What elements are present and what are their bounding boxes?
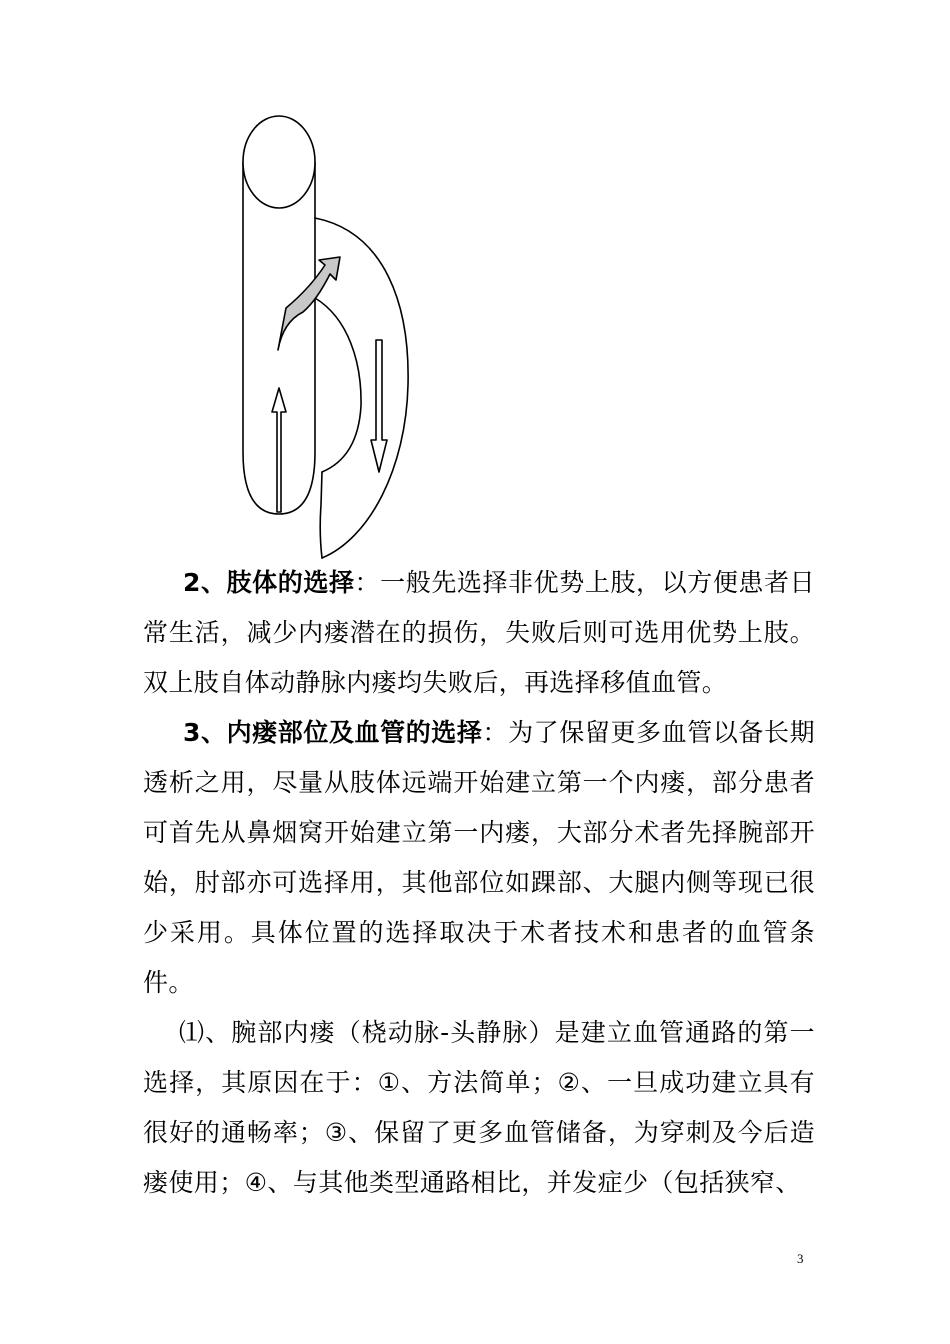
curved-flow-arrow xyxy=(278,257,340,350)
down-arrow xyxy=(371,340,387,472)
site-selection-body: ：为了保留更多血管以备长期透析之用，尽量从肢体远端开始建立第一个内瘘，部分患者可首先从鼻烟窝开始建立第一内瘘，大部分术者先择腕部开始，肘部亦可选择用，其他部位如踝部、大腿内侧等现已很少采用。具体位置的选择取决于术者技术和患者的血管条件。 xyxy=(143,718,815,997)
limb-selection-heading: 2、肢体的选择 xyxy=(183,568,355,597)
loop-vessel-inner xyxy=(315,298,361,472)
vessel-end-ellipse xyxy=(243,116,315,208)
wrist-fistula-body: ⑴、腕部内瘘（桡动脉-头静脉）是建立血管通路的第一选择，其原因在于：①、方法简单；②、一旦成功建立具有很好的通畅率；③、保留了更多血管储备，为穿刺及今后造瘘使用；④、与其他类型通路相比，并发症少（包括狭窄、 xyxy=(143,1018,815,1197)
page-number: 3 xyxy=(797,1251,804,1266)
fistula-loop-diagram xyxy=(230,100,420,570)
site-selection-paragraph xyxy=(143,708,815,1008)
wrist-fistula-paragraph xyxy=(143,1008,815,1208)
body-text xyxy=(143,558,815,1208)
limb-selection-body: ：一般先选择非优势上肢，以方便患者日常生活，减少内瘘潜在的损伤，失败后则可选用优势上肢。双上肢自体动静脉内瘘均失败后，再选择移值血管。 xyxy=(143,568,816,697)
limb-selection-paragraph xyxy=(143,558,815,708)
site-selection-heading: 3、内瘘部位及血管的选择 xyxy=(183,718,483,747)
up-arrow xyxy=(272,388,286,512)
loop-vessel-end xyxy=(320,472,322,558)
